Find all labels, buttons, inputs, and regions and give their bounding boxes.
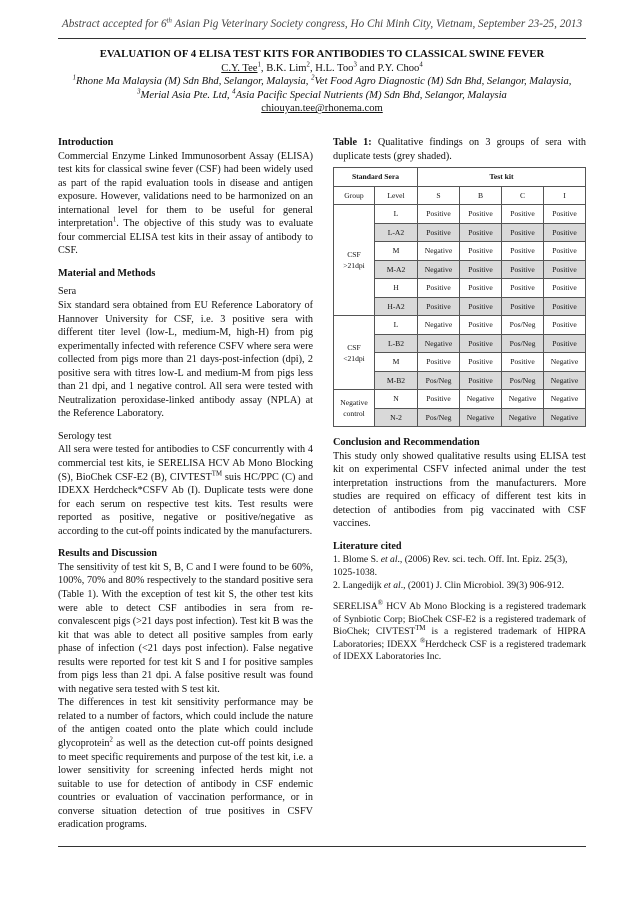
table-row: M-B2 Pos/Neg Positive Pos/Neg Negative [334, 371, 586, 390]
literature-heading: Literature cited [333, 540, 402, 552]
table-row: M Positive Positive Positive Negative [334, 353, 586, 372]
paper-title: EVALUATION OF 4 ELISA TEST KITS FOR ANTIBODIES TO CLASSICAL SWINE FEVER [99, 48, 545, 60]
table-row: CSF <21dpi L Negative Positive Pos/Neg Positive [334, 316, 586, 335]
affiliation-line-2: $^3$Merial Asia Pte. Ltd, $^4$Asia Pacific Special Nutrients (M) Sdn Bhd, Selangor, Malaysia [137, 88, 507, 101]
table-header-test-kit: Test kit [418, 168, 586, 187]
table-col-group: Group [334, 186, 375, 205]
reference-2: 2. Langedijk et al., (2001) J. Clin Microbiol. 39(3) 906-912. [333, 580, 565, 592]
sera-label: Sera [58, 286, 77, 298]
right-column [333, 136, 586, 664]
group-csf-over-21dpi: CSF >21dpi [334, 205, 375, 316]
table-row: CSF >21dpi L Positive Positive Positive Positive [334, 205, 586, 224]
reference-list [333, 553, 586, 592]
table-col-level: Level [375, 186, 418, 205]
results-heading: Results and Discussion [58, 548, 158, 560]
results-text-1: The sensitivity of test kit S, B, C and I were found to be 60%, 100%, 70% and 80% respectively to the standard positive sera (Table 1). With the exception of test kit S, the other test kits were able to detect CSF antibodies in sera from re-convalescent pigs (>21 days post infection). Test kit B was the kit that was able to detect all positive samples from early phase of infection (<21 days post infection). False negative results were reported for test kit S and I for positive samples from pigs less than 21 dpi. A false positive result was found with negative sera tested with S test kit. [58, 561, 313, 695]
table-row: H-A2 Positive Positive Positive Positive [334, 297, 586, 316]
results-text-2: The differences in test kit sensitivity performance may be related to a number of factors, which could include the nature of the antigen coated onto the plate which could include glycoprotein$^2$ as well as the detection cut-off points designed to meet specific requirements and purpose of the test kit, i.e. a lower sensitivity for screening infected herds might not suitable to use for detection of antibody in CSF endemic countries or evaluation of vaccination performance, or in converse situation detection of true positives in CSFV eradication programs. [58, 697, 313, 831]
introduction-text: Commercial Enzyme Linked Immunosorbent Assay (ELISA) test kits for classical swine fever (CSF) had been widely used as part of the rapid evaluation tools in disease and antigen exposure. However, validations need to be harmonized on an international level for them to be useful for general interpretation$^1$. The objective of this study was to evaluate four commercial ELISA test kits in their assay of antibody to CSF. [58, 150, 313, 257]
table-row: N-2 Pos/Neg Negative Negative Negative [334, 408, 586, 427]
conclusion-heading: Conclusion and Recommendation [333, 437, 480, 449]
footer-rule [58, 846, 586, 847]
reference-1: 1. Blome S. et al., (2006) Rev. sci. tech. Off. Int. Epiz. 25(3), 1025-1038. [333, 554, 568, 579]
author-list: C.Y. Tee$^1$, B.K. Lim$^2$, H.L. Too$^3$ and P.Y. Choo$^4$ [221, 61, 423, 74]
table-row: M Negative Positive Positive Positive [334, 242, 586, 261]
group-negative-control: Negative control [334, 390, 375, 427]
table-row: L-B2 Negative Positive Pos/Neg Positive [334, 334, 586, 353]
conclusion-text: This study only showed qualitative results using ELISA test kit on experimental CSFV infected animal under the test interpretation instructions from the manufacturers. More studies are required on efficacy of different test kits in detection of antibodies from pig vaccinated with CSF vaccines. [333, 450, 586, 530]
table-row: H Positive Positive Positive Positive [334, 279, 586, 298]
serology-text: All sera were tested for antibodies to CSF concurrently with 4 commercial test kits, ie SERELISA HCV Ab Mono Blocking (S), BioChek CSF-E2 (B), CIVTEST™ suis HC/PPC (C) and IDEXX Herdcheck*CSFV Ab (I). Duplicate tests were done for each serum on respective test kits. Test results were reported as positive, negative or positive/negative as according to the cut-off points indicated by the manufacturers. [58, 444, 313, 537]
serology-label: Serology test [58, 430, 112, 442]
left-column [58, 136, 313, 832]
table-col-s: S [418, 186, 460, 205]
methods-heading: Material and Methods [58, 267, 156, 279]
table-col-b: B [460, 186, 502, 205]
table-row: L-A2 Positive Positive Positive Positive [334, 223, 586, 242]
table-col-i: I [544, 186, 586, 205]
table-row: M-A2 Negative Positive Positive Positive [334, 260, 586, 279]
sera-text: Six standard sera obtained from EU Reference Laboratory of Hannover University for CSF, i.e. 3 positive sera with different titer level (low-L, medium-M, high-H) from pig experimentally infected with reference CSFV where sera were collected from pigs more than 21 days-post-infection (dpi), 2 positive sera with titres low-L and medium-M from pigs less than 21 dpi, and 1 negative control. All sera were tested with Neutralization peroxidase-linked antibody assay (NPLA) at the Reference Laboratory. [58, 300, 313, 420]
table-header-standard-sera: Standard Sera [334, 168, 418, 187]
group-csf-under-21dpi: CSF <21dpi [334, 316, 375, 390]
header-rule [58, 38, 586, 39]
trademark-notice: SERELISA® HCV Ab Mono Blocking is a registered trademark of Synbiotic Corp; BioChek CSF-E2 is a registered trademark of BioChek; CIVTEST™ is a registered trademark of HIPRA Laboratories; IDEXX ®Herdcheck CSF is a registered trademark of IDEXX Laboratories Inc. [333, 600, 586, 663]
table-row: Negative control N Positive Negative Negative Negative [334, 390, 586, 409]
running-header: Abstract accepted for 6th Asian Pig Veterinary Society congress, Ho Chi Minh City, Vietnam, September 23-25, 2013 [61, 17, 583, 30]
results-table [333, 167, 586, 427]
affiliation-line-1: $^1$Rhone Ma Malaysia (M) Sdn Bhd, Selangor, Malaysia, $^2$Vet Food Agro Diagnostic (M) Sdn Bhd, Selangor, Malaysia, [72, 74, 572, 88]
table-caption: Table 1: Qualitative findings on 3 groups of sera with duplicate tests (grey shaded). [333, 137, 586, 162]
table-col-c: C [502, 186, 544, 205]
title-block [58, 48, 586, 116]
introduction-heading: Introduction [58, 137, 114, 148]
contact-email-link[interactable]: chiouyan.tee@rhonema.com [261, 103, 383, 115]
